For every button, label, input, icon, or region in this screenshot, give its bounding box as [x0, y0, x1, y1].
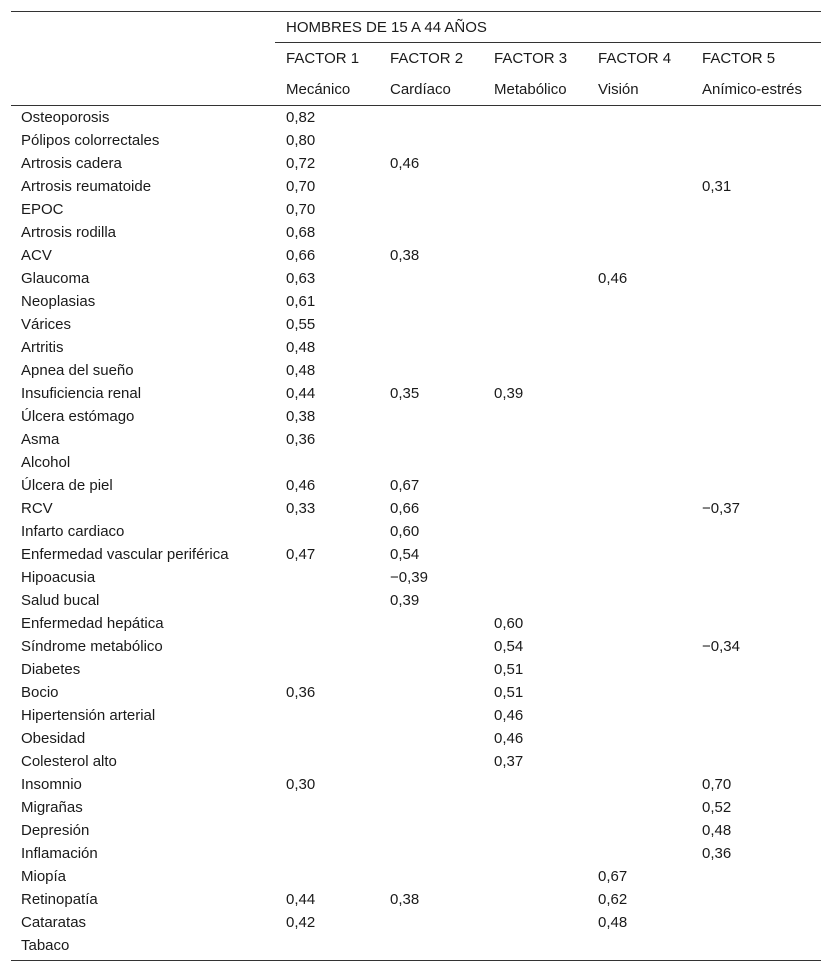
loading-value: 0,70	[702, 776, 732, 793]
table-row	[11, 566, 821, 589]
factor-name: Cardíaco	[390, 81, 451, 98]
table-row	[11, 221, 821, 244]
table-row	[11, 290, 821, 313]
table-row	[11, 428, 821, 451]
row-label: Inflamación	[21, 845, 98, 862]
table-row	[11, 244, 821, 267]
row-label: Úlcera de piel	[21, 477, 113, 494]
table-row	[11, 819, 821, 842]
table-row	[11, 911, 821, 934]
row-label: Hipertensión arterial	[21, 707, 156, 724]
table-row	[11, 934, 821, 957]
row-label: Depresión	[21, 822, 90, 839]
row-label: Alcohol	[21, 454, 71, 471]
table-body	[11, 106, 821, 960]
table-row	[11, 359, 821, 382]
loading-value: 0,46	[598, 270, 628, 287]
table-row	[11, 336, 821, 359]
loading-value: 0,80	[286, 132, 316, 149]
row-label: Insuficiencia renal	[21, 385, 142, 402]
factor-header-row	[11, 42, 821, 76]
loading-value: −0,37	[702, 500, 740, 517]
group-header: HOMBRES DE 15 A 44 AÑOS	[286, 19, 487, 36]
row-label: Artrosis rodilla	[21, 224, 117, 241]
table-row	[11, 451, 821, 474]
loading-value: 0,51	[494, 661, 524, 678]
row-label: Migrañas	[21, 799, 83, 816]
row-label: Osteoporosis	[21, 109, 110, 126]
loading-value: 0,42	[286, 914, 316, 931]
table-row	[11, 658, 821, 681]
loading-value: 0,47	[286, 546, 316, 563]
row-label: Glaucoma	[21, 270, 90, 287]
row-label: Obesidad	[21, 730, 86, 747]
loading-value: 0,70	[286, 178, 316, 195]
row-label: Asma	[21, 431, 60, 448]
table-row	[11, 589, 821, 612]
row-label: Artritis	[21, 339, 64, 356]
group-header-row	[11, 12, 821, 42]
row-label: EPOC	[21, 201, 64, 218]
loading-value: 0,67	[390, 477, 420, 494]
row-label: Enfermedad vascular periférica	[21, 546, 229, 563]
row-label: Cataratas	[21, 914, 87, 931]
row-label: ACV	[21, 247, 52, 264]
row-label: Salud bucal	[21, 592, 100, 609]
loading-value: 0,36	[286, 431, 316, 448]
table-row	[11, 750, 821, 773]
row-label: Síndrome metabólico	[21, 638, 163, 655]
factor-header: FACTOR 3	[494, 50, 568, 67]
loading-value: 0,61	[286, 293, 316, 310]
factor-header: FACTOR 5	[702, 50, 776, 67]
loading-value: 0,62	[598, 891, 628, 908]
loading-value: −0,34	[702, 638, 740, 655]
table-row	[11, 888, 821, 911]
loading-value: 0,60	[390, 523, 420, 540]
loading-value: 0,31	[702, 178, 732, 195]
row-label: RCV	[21, 500, 53, 517]
table-row	[11, 129, 821, 152]
row-label: Várices	[21, 316, 72, 333]
loading-value: 0,39	[390, 592, 420, 609]
row-label: Apnea del sueño	[21, 362, 134, 379]
row-label: Tabaco	[21, 937, 70, 954]
row-label: Infarto cardiaco	[21, 523, 125, 540]
table-row	[11, 865, 821, 888]
factor-name-row	[11, 76, 821, 106]
row-label: Neoplasias	[21, 293, 96, 310]
table-row	[11, 152, 821, 175]
loading-value: 0,48	[286, 339, 316, 356]
loading-value: 0,55	[286, 316, 316, 333]
loading-value: 0,30	[286, 776, 316, 793]
loading-value: 0,67	[598, 868, 628, 885]
table-row	[11, 198, 821, 221]
table-row	[11, 405, 821, 428]
table-row	[11, 520, 821, 543]
loading-value: 0,44	[286, 385, 316, 402]
loading-value: 0,68	[286, 224, 316, 241]
loading-value: 0,51	[494, 684, 524, 701]
loading-value: 0,60	[494, 615, 524, 632]
loading-value: 0,36	[286, 684, 316, 701]
loading-value: 0,44	[286, 891, 316, 908]
loading-value: 0,38	[286, 408, 316, 425]
row-label: Miopía	[21, 868, 67, 885]
loading-value: 0,52	[702, 799, 732, 816]
loading-value: −0,39	[390, 569, 428, 586]
table-row	[11, 773, 821, 796]
table-row	[11, 704, 821, 727]
row-label: Úlcera estómago	[21, 408, 135, 425]
loading-value: 0,54	[494, 638, 524, 655]
factor-header: FACTOR 4	[598, 50, 672, 67]
loading-value: 0,66	[390, 500, 420, 517]
loading-value: 0,48	[286, 362, 316, 379]
loading-value: 0,46	[494, 707, 524, 724]
loading-value: 0,46	[286, 477, 316, 494]
table-row	[11, 106, 821, 129]
loading-value: 0,63	[286, 270, 316, 287]
table-row	[11, 497, 821, 520]
loading-value: 0,54	[390, 546, 420, 563]
table-row	[11, 543, 821, 566]
factor-header: FACTOR 2	[390, 50, 464, 67]
table-row	[11, 313, 821, 336]
table-row	[11, 727, 821, 750]
table-row	[11, 681, 821, 704]
row-label: Hipoacusia	[21, 569, 96, 586]
loading-value: 0,46	[494, 730, 524, 747]
loading-value: 0,66	[286, 247, 316, 264]
factor-loadings-table	[11, 11, 821, 961]
row-label: Artrosis reumatoide	[21, 178, 152, 195]
table-row	[11, 267, 821, 290]
loading-value: 0,36	[702, 845, 732, 862]
table-row	[11, 175, 821, 198]
factor-header: FACTOR 1	[286, 50, 360, 67]
factor-name: Metabólico	[494, 81, 567, 98]
row-label: Artrosis cadera	[21, 155, 122, 172]
loading-value: 0,70	[286, 201, 316, 218]
loading-value: 0,39	[494, 385, 524, 402]
loading-value: 0,37	[494, 753, 524, 770]
factor-name: Anímico-estrés	[702, 81, 803, 98]
loading-value: 0,46	[390, 155, 420, 172]
table-row	[11, 382, 821, 405]
loading-value: 0,82	[286, 109, 316, 126]
table-row	[11, 474, 821, 497]
row-label: Diabetes	[21, 661, 81, 678]
loading-value: 0,38	[390, 891, 420, 908]
table-row	[11, 796, 821, 819]
loading-value: 0,38	[390, 247, 420, 264]
loading-value: 0,33	[286, 500, 316, 517]
factor-name: Visión	[598, 81, 639, 98]
row-label: Retinopatía	[21, 891, 98, 908]
loading-value: 0,48	[702, 822, 732, 839]
row-label: Enfermedad hepática	[21, 615, 164, 632]
loading-value: 0,35	[390, 385, 420, 402]
row-label: Bocio	[21, 684, 59, 701]
table-row	[11, 842, 821, 865]
table-row	[11, 612, 821, 635]
row-label: Pólipos colorrectales	[21, 132, 160, 149]
row-label: Colesterol alto	[21, 753, 117, 770]
table-row	[11, 635, 821, 658]
factor-name: Mecánico	[286, 81, 351, 98]
loading-value: 0,72	[286, 155, 316, 172]
loading-value: 0,48	[598, 914, 628, 931]
row-label: Insomnio	[21, 776, 82, 793]
